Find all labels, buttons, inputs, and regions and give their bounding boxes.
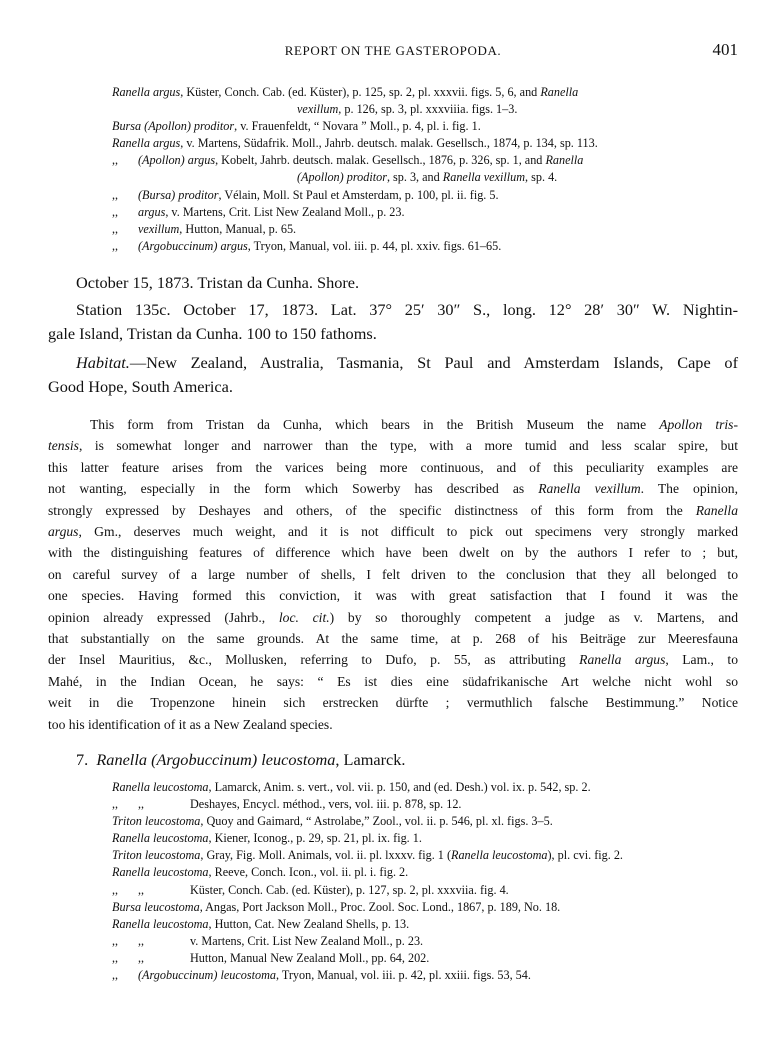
taxon-name: vexillum	[297, 102, 339, 117]
text-line: argus, Gm., deserves much weight, and it is not difficult to pick out specimens very strongly marked	[48, 524, 738, 540]
synonymy-list	[112, 779, 738, 984]
taxon-name: (Argobuccinum) argus	[138, 238, 248, 253]
taxon-name: Ranella leucostoma	[112, 916, 209, 931]
synonymy-entry	[112, 238, 738, 255]
citation: ), pl. cvi. fig. 2.	[547, 848, 623, 863]
taxon-name: Ranella argus	[112, 85, 181, 99]
synonymy-list	[112, 84, 738, 255]
citation: , Kobelt, Jahrb. deutsch. malak. Gesellsch., 1876, p. 326, sp. 1, and	[215, 153, 546, 168]
taxon-name: (Argobuccinum) leucostoma	[138, 968, 276, 983]
citation: , sp. 3, and	[386, 170, 443, 185]
citation: , v. Martens, Crit. List New Zealand Moll., p. 23.	[165, 204, 405, 219]
citation: , Quoy and Gaimard, “ Astrolabe,” Zool., vol. ii. p. 546, pl. xl. figs. 3–5.	[200, 814, 553, 829]
ditto-mark: ,,	[112, 204, 119, 219]
locality-record: October 15, 1873. Tristan da Cunha. Shore.	[76, 273, 360, 292]
synonymy-entry-continued	[112, 101, 738, 118]
citation: Hutton, Manual New Zealand Moll., pp. 64, 202.	[190, 950, 430, 965]
taxon-name: Ranella leucostoma	[112, 831, 209, 846]
citation: Deshayes, Encycl. méthod., vers, vol. iii. p. 878, sp. 12.	[190, 797, 462, 812]
text-line: too his identification of it as a New Zealand species.	[48, 716, 333, 732]
running-header	[48, 40, 738, 64]
text-line: on careful survey of a large number of shells, I felt driven to the conclusion that they all belonged to	[48, 566, 738, 582]
taxon-name: Ranella leucostoma	[112, 865, 209, 880]
species-author: , Lamarck.	[335, 750, 406, 769]
ditto-mark: ,,	[138, 882, 145, 897]
citation: v. Martens, Crit. List New Zealand Moll., p. 23.	[190, 933, 424, 948]
synonymy-entry	[112, 899, 738, 916]
ditto-mark: ,,	[112, 238, 119, 253]
taxon-name: (Bursa) proditor	[138, 187, 219, 202]
synonymy-entry	[112, 967, 738, 984]
taxon-name: Ranella argus	[112, 136, 181, 151]
ditto-mark: ,,	[112, 797, 119, 812]
synonymy-entry	[112, 933, 738, 950]
synonymy-entry	[112, 187, 738, 204]
running-title: REPORT ON THE GASTEROPODA.	[284, 43, 502, 58]
synonymy-entry	[112, 135, 738, 152]
text-line: This form from Tristan da Cunha, which bears in the British Museum the name Apollon tris-	[90, 417, 738, 432]
taxon-name: Ranella leucostoma	[451, 848, 548, 863]
synonymy-entry	[112, 84, 738, 101]
ditto-mark: ,,	[138, 933, 145, 948]
text-line: weit in die Tropenzone hinein sich erstrecken dürfte ; vermuthlich falsche Bestimmung.” Notice	[48, 695, 738, 711]
synonymy-entry	[112, 118, 738, 135]
taxon-name: (Apollon) argus	[138, 153, 216, 168]
text-line: strongly expressed by Deshayes and others, of the specific distinctness of this form from the Ranella	[48, 502, 738, 518]
synonymy-entry	[112, 204, 738, 221]
station-line: Station 135c. October 17, 1873. Lat. 37° 25′ 30″ S., long. 12° 28′ 30″ W. Nightin-	[76, 300, 738, 319]
taxon-name: Ranella vexillum	[442, 170, 526, 185]
taxon-name: Ranella	[540, 85, 579, 99]
citation: , Angas, Port Jackson Moll., Proc. Zool. Soc. Lond., 1867, p. 189, No. 18.	[199, 899, 561, 914]
ditto-mark: ,,	[112, 968, 119, 983]
synonymy-entry	[112, 864, 738, 881]
discussion-paragraph	[48, 414, 738, 735]
citation: , sp. 4.	[525, 170, 558, 185]
synonymy-entry	[112, 847, 738, 864]
taxon-name: Ranella leucostoma	[112, 780, 209, 794]
species-heading	[76, 750, 405, 770]
ditto-mark: ,,	[138, 797, 145, 812]
citation: , Reeve, Conch. Icon., vol. ii. pl. i. fig. 2.	[208, 865, 409, 880]
station-record	[48, 298, 738, 346]
text-line: not wanting, especially in the form which Sowerby has described as Ranella vexillum. The opinion,	[48, 481, 738, 497]
ditto-mark: ,,	[112, 950, 119, 965]
taxon-name: (Apollon) proditor	[297, 170, 387, 185]
habitat-statement	[48, 351, 738, 399]
citation: , v. Martens, Südafrik. Moll., Jahrb. deutsch. malak. Gesellsch., 1874, p. 134, sp. 113.	[180, 136, 598, 151]
synonymy-entry	[112, 950, 738, 967]
citation: , Gray, Fig. Moll. Animals, vol. ii. pl. lxxxv. fig. 1 (	[200, 848, 452, 863]
synonymy-entry	[112, 830, 738, 847]
taxon-name: Triton leucostoma	[112, 848, 201, 863]
text-line: one species. Having formed this conviction, it was with great satisfaction that I found it was the	[48, 588, 738, 604]
text-line: with the distinguishing features of difference which have been dwelt on by the authors I refer to ; but,	[48, 545, 738, 561]
text-line: der Insel Mauritius, &c., Mollusken, referring to Dufo, p. 55, as attributing Ranella argus, Lam., to	[48, 652, 738, 668]
ditto-mark: ,,	[112, 221, 119, 236]
citation: , Lamarck, Anim. s. vert., vol. vii. p. 150, and (ed. Desh.) vol. ix. p. 542, sp. 2.	[208, 780, 591, 794]
habitat-text: —New Zealand, Australia, Tasmania, St Paul and Amsterdam Islands, Cape of	[129, 353, 738, 372]
citation: , Vélain, Moll. St Paul et Amsterdam, p. 100, pl. ii. fig. 5.	[218, 187, 499, 202]
taxon-name: Bursa leucostoma	[112, 899, 200, 914]
ditto-mark: ,,	[112, 933, 119, 948]
synonymy-entry	[112, 221, 738, 238]
habitat-line	[48, 351, 738, 375]
citation: , Kiener, Iconog., p. 29, sp. 21, pl. ix. fig. 1.	[208, 831, 422, 846]
ditto-mark: ,,	[112, 153, 119, 168]
species-number: 7.	[76, 750, 89, 769]
citation: , Hutton, Manual, p. 65.	[179, 221, 297, 236]
citation: , Tryon, Manual, vol. iii. p. 42, pl. xxiii. figs. 53, 54.	[275, 968, 531, 983]
ditto-mark: ,,	[112, 187, 119, 202]
taxon-name: vexillum	[138, 221, 180, 236]
page-number: 401	[712, 40, 738, 59]
taxon-name: Bursa (Apollon) proditor	[112, 119, 235, 134]
taxon-name: argus	[138, 204, 166, 219]
text-line: Mahé, in the Indian Ocean, he says: “ Es ist dies eine südafrikanische Art welche nicht wohl so	[48, 673, 738, 689]
taxon-name: Triton leucostoma	[112, 814, 201, 829]
ditto-mark: ,,	[112, 882, 119, 897]
text-line: opinion already expressed (Jahrb., loc. cit.) by so thoroughly competent a judge as v. Martens, and	[48, 609, 739, 625]
synonymy-entry-continued	[112, 169, 738, 186]
synonymy-entry	[112, 796, 738, 813]
habitat-line: Good Hope, South America.	[48, 377, 233, 396]
citation: , Küster, Conch. Cab. (ed. Küster), p. 125, sp. 2, pl. xxxvii. figs. 5, 6, and	[180, 85, 541, 99]
citation: , p. 126, sp. 3, pl. xxxviiia. figs. 1–3.	[338, 102, 518, 117]
text-line: that substantially on the same grounds. At the same time, at p. 268 of his Beiträge zur Meeresfauna	[48, 631, 738, 647]
habitat-label: Habitat.	[76, 353, 130, 372]
citation: , v. Frauenfeldt, “ Novara ” Moll., p. 4, pl. i. fig. 1.	[234, 119, 481, 134]
citation: , Hutton, Cat. New Zealand Shells, p. 13.	[208, 916, 410, 931]
synonymy-entry	[112, 779, 738, 796]
species-name: Ranella (Argobuccinum) leucostoma	[96, 750, 336, 769]
synonymy-entry	[112, 152, 738, 169]
station-line: gale Island, Tristan da Cunha. 100 to 150 fathoms.	[48, 324, 377, 343]
synonymy-entry	[112, 916, 738, 933]
ditto-mark: ,,	[138, 950, 145, 965]
synonymy-entry	[112, 882, 738, 899]
text-line: this latter feature arises from the varices being more continuous, and of this peculiarity examples are	[48, 459, 738, 475]
taxon-name: Ranella	[545, 153, 584, 168]
citation: Küster, Conch. Cab. (ed. Küster), p. 127, sp. 2, pl. xxxviia. fig. 4.	[190, 882, 509, 897]
text-line: tensis, is somewhat longer and narrower than the type, with a more tumid and less scalar spire, but	[48, 438, 738, 454]
citation: , Tryon, Manual, vol. iii. p. 44, pl. xxiv. figs. 61–65.	[247, 238, 502, 253]
synonymy-entry	[112, 813, 738, 830]
